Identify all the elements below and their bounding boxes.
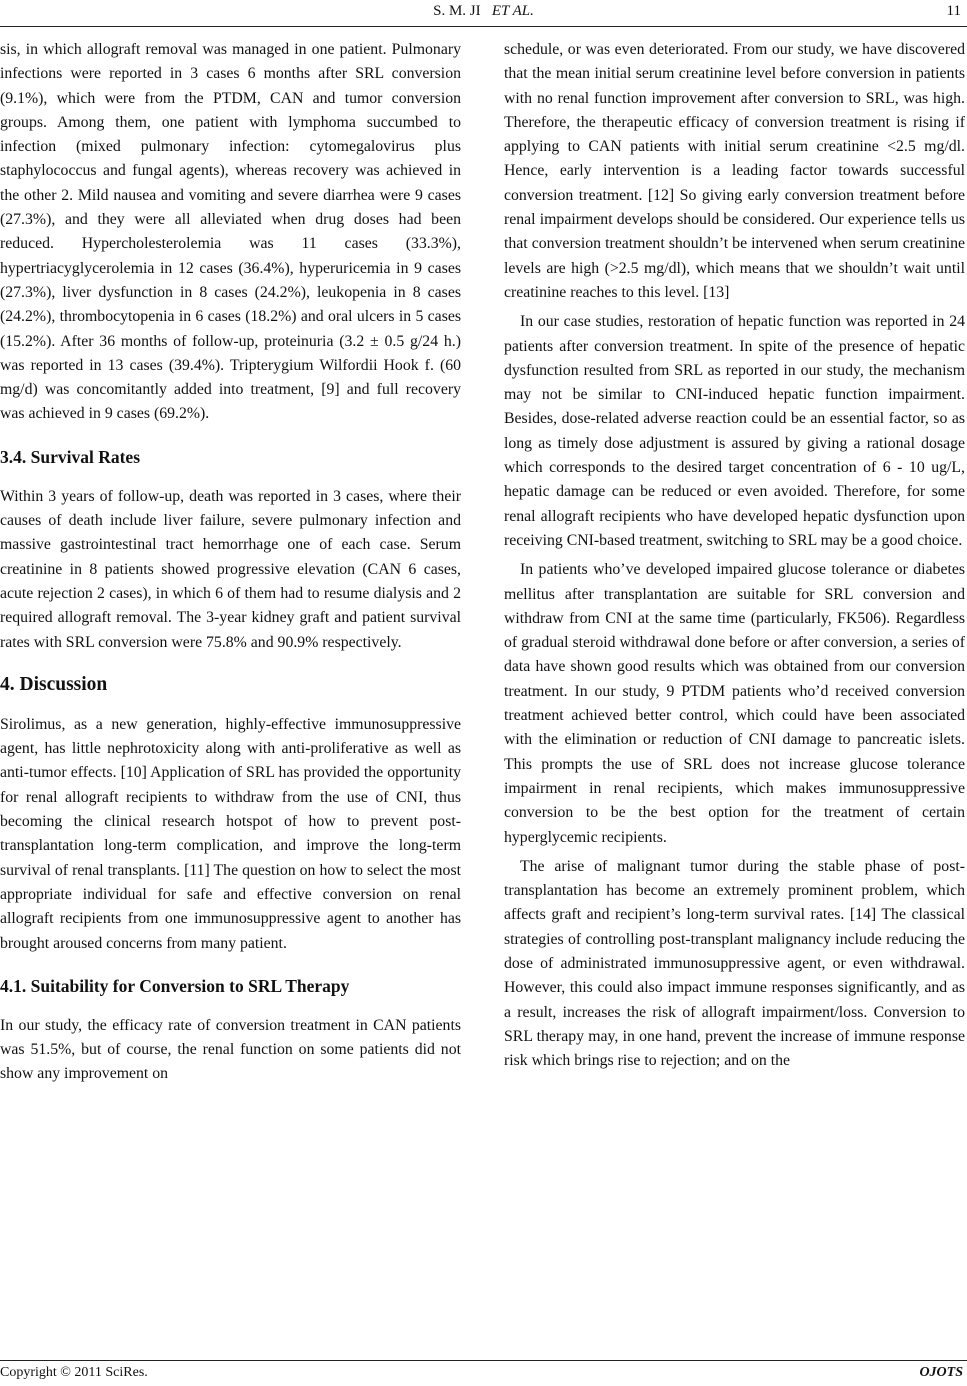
left-column: [0, 38, 461, 1092]
right-column: [504, 38, 965, 1078]
heading-suitability: 4.1. Suitability for Conversion to SRL Therapy: [0, 975, 350, 996]
paragraph-survival-rates: Within 3 years of follow-up, death was reported in 3 cases, where their causes of death include liver failure, severe pulmonary infection and massive gastrointestinal tract hemorrhage one of each case. Serum creatinine in 8 patients showed progressive elevation (CAN 6 cases, acute rejection 2 cases), in which 6 of them had to resume dialysis and 2 required allograft removal. The 3-year kidney graft and patient survival rates with SRL conversion were 75.8% and 90.9% respectively.: [0, 487, 461, 651]
footer-rule: [0, 1360, 967, 1361]
journal-name: OJOTS: [919, 1365, 963, 1380]
paragraph-adverse-effects: sis, in which allograft removal was managed in one patient. Pulmonary infections were reported in 3 cases 6 months after SRL conversion (9.1%), which were from the PTDM, CAN and tumor conversion groups. Among them, one patient with lymphoma succumbed to infection (mixed pulmonary infection: cytomegalovirus plus staphylococcus and fungal agents), whereas recovery was achieved in the other 2. Mild nausea and vomiting and severe diarrhea were 9 cases (27.3%), and they were all alleviated when drug doses had been reduced. Hypercholesterolemia was 11 cases (33.3%), hypertriacyglycerolemia in 12 cases (36.4%), hyperuricemia in 9 cases (27.3%), liver dysfunction in 8 cases (24.2%), leukopenia in 8 cases (24.2%), thrombocytopenia in 6 cases (18.2%) and oral ulcers in 5 cases (15.2%). After 36 months of follow-up, proteinuria (3.2 ± 0.5 g/24 h.) was reported in 13 cases (39.4%). Tripterygium Wilfordii Hook f. (60 mg/d) was concomitantly added into treatment, [9] and full recovery was achieved in 9 cases (69.2%).: [0, 41, 461, 423]
heading-survival-rates: 3.4. Survival Rates: [0, 446, 140, 467]
running-head: [0, 3, 967, 20]
paragraph-hepatic: In our case studies, restoration of hepatic function was reported in 24 patients after conversion treatment. In spite of the presence of hepatic dysfunction resulted from SRL as reported in our study, the mechanism may not be similar to CNI-induced hepatic function impairment. Besides, dose-related adverse reaction could be an essential factor, so as long as timely dose adjustment is assured by giving a rational dosage which corresponds to the desired target concentration of 6 - 10 ug/L, hepatic damage can be reduced or even avoided. Therefore, for some renal allograft recipients who have developed hepatic dysfunction upon receiving CNI-based treatment, switching to SRL may be a good choice.: [504, 313, 965, 549]
page-header: [0, 0, 967, 26]
heading-discussion: 4. Discussion: [0, 673, 108, 695]
page-number: 11: [946, 3, 961, 19]
paragraph-creatinine: schedule, or was even deteriorated. From our study, we have discovered that the mean initial serum creatinine level before conversion in patients with no renal function improvement after conversion to SRL, was high. Therefore, the therapeutic efficacy of conversion treatment is rising if applying to CAN patients with initial serum creatinine <2.5 mg/dl. Hence, early intervention is a leading factor towards successful conversion treatment. [12] So giving early conversion treatment before renal impairment develops should be considered. Our experience tells us that conversion treatment shouldn’t be intervened when serum creatinine levels are high (>2.5 mg/dl), which means that we shouldn’t wait until creatinine reaches to this level. [13]: [504, 41, 965, 301]
paragraph-tumor: The arise of malignant tumor during the stable phase of post-transplantation has become an extremely prominent problem, which affects graft and recipient’s long-term survival rates. [14] The classical strategies of controlling post-transplant malignancy include reducing the dose of administrated immunosuppressive agent, or even withdrawal. However, this could also impact immune responses significantly, and as a result, increases the risk of allograft impairment/loss. Conversion to SRL therapy may, in one hand, prevent the increase of immune response risk which brings rise to rejection; and on the: [504, 857, 965, 1070]
running-author: S. M. JI: [433, 3, 481, 19]
paragraph-suitability: In our study, the efficacy rate of conversion treatment in CAN patients was 51.5%, but of course, the renal function on some patients did not show any improvement on: [0, 1016, 461, 1083]
paragraph-glucose: In patients who’ve developed impaired glucose tolerance or diabetes mellitus after transplantation are suitable for SRL conversion and withdraw from CNI at the same time (particularly, FK506). Regardless of gradual steroid withdrawal done before or after conversion, a series of data have shown good results which was obtained from our conversion treatment. In our study, 9 PTDM patients who’d received conversion treatment achieved better control, which could have been associated with the elimination or reduction of CNI damage to pancreatic islets. This prompts the use of SRL does not increase glucose tolerance impairment in renal recipients, which makes immunosuppressive conversion to be the best option for the treatment of certain hyperglycemic recipients.: [504, 561, 965, 846]
header-rule: [0, 26, 967, 27]
running-etal: ET AL.: [491, 3, 534, 19]
copyright-text: Copyright © 2011 SciRes.: [0, 1365, 148, 1380]
paragraph-discussion: Sirolimus, as a new generation, highly-effective immunosuppressive agent, has little nephrotoxicity along with anti-proliferative as well as anti-tumor effects. [10] Application of SRL has provided the opportunity for renal allograft recipients to withdraw from the use of CNI, thus becoming the clinical research hotspot of how to prevent post-transplantation long-term complication, and improve the long-term survival of renal transplants. [11] The question on how to select the most appropriate individual for safe and effective conversion on renal allograft recipients from one immunosuppressive agent to another has brought aroused concerns from many patient.: [0, 715, 461, 952]
